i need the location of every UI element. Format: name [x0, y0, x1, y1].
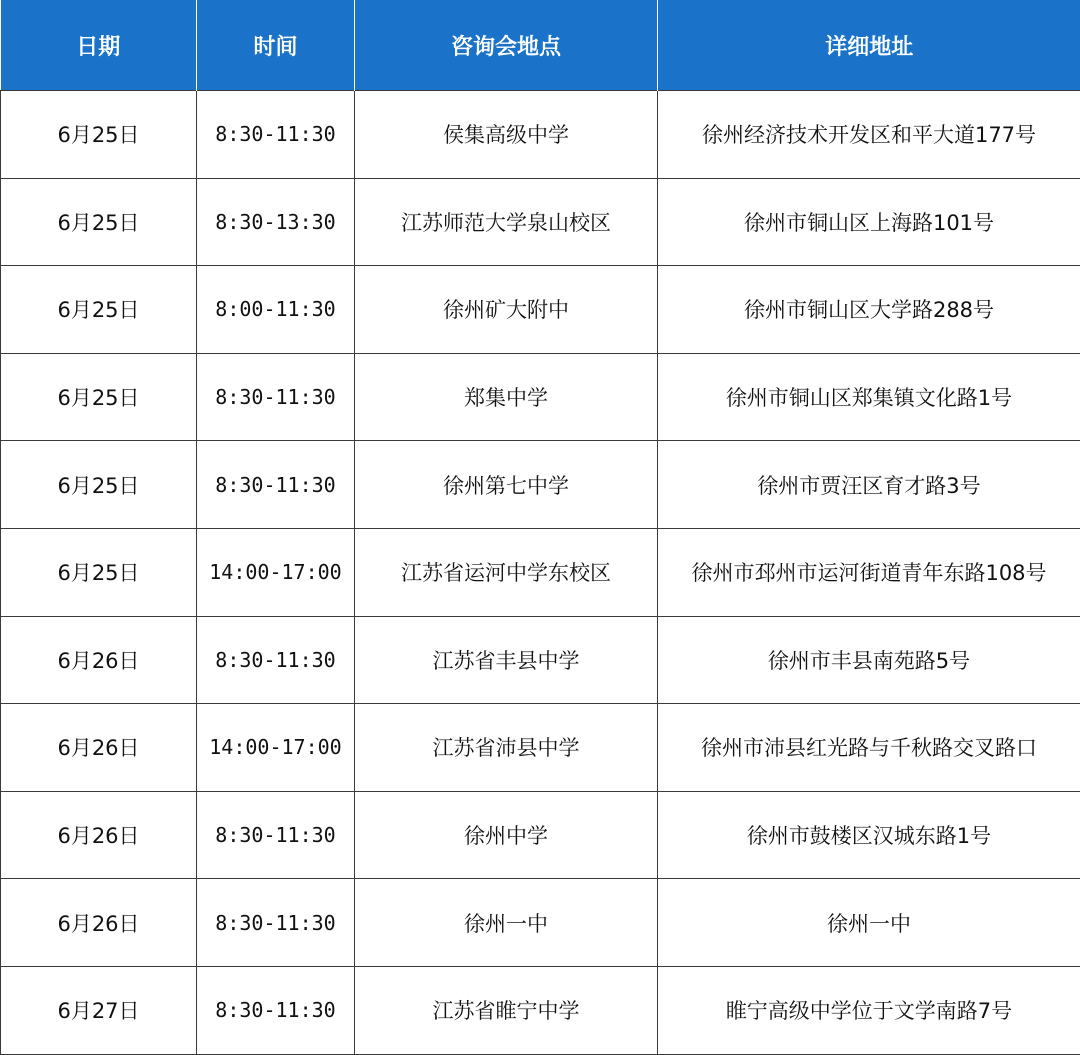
- cell-address: 徐州市贾汪区育才路3号: [658, 441, 1080, 529]
- header-time: 时间: [197, 1, 355, 91]
- cell-address: 徐州市铜山区郑集镇文化路1号: [658, 353, 1080, 441]
- table-body: [1, 91, 1080, 1055]
- cell-venue: 江苏省运河中学东校区: [355, 528, 658, 616]
- table-row: [1, 616, 1080, 704]
- header-row: [1, 1, 1080, 91]
- cell-date: 6月27日: [1, 966, 197, 1054]
- cell-date: 6月25日: [1, 528, 197, 616]
- cell-date: 6月26日: [1, 704, 197, 792]
- cell-venue: 江苏师范大学泉山校区: [355, 178, 658, 266]
- cell-venue: 徐州一中: [355, 879, 658, 967]
- cell-date: 6月26日: [1, 791, 197, 879]
- cell-address: 徐州市铜山区大学路288号: [658, 266, 1080, 354]
- table-row: [1, 704, 1080, 792]
- table-row: [1, 441, 1080, 529]
- cell-time: 14:00-17:00: [197, 528, 355, 616]
- table-row: [1, 966, 1080, 1054]
- cell-time: 8:30-11:30: [197, 441, 355, 529]
- cell-time: 8:30-11:30: [197, 91, 355, 179]
- cell-address: 徐州市邳州市运河街道青年东路108号: [658, 528, 1080, 616]
- cell-venue: 徐州中学: [355, 791, 658, 879]
- cell-address: 徐州经济技术开发区和平大道177号: [658, 91, 1080, 179]
- cell-time: 8:30-11:30: [197, 353, 355, 441]
- cell-date: 6月25日: [1, 353, 197, 441]
- table-row: [1, 353, 1080, 441]
- cell-venue: 徐州矿大附中: [355, 266, 658, 354]
- cell-date: 6月26日: [1, 879, 197, 967]
- cell-date: 6月25日: [1, 441, 197, 529]
- table-row: [1, 791, 1080, 879]
- cell-time: 14:00-17:00: [197, 704, 355, 792]
- cell-date: 6月25日: [1, 91, 197, 179]
- cell-address: 睢宁高级中学位于文学南路7号: [658, 966, 1080, 1054]
- header-date: 日期: [1, 1, 197, 91]
- table-row: [1, 178, 1080, 266]
- cell-time: 8:30-11:30: [197, 616, 355, 704]
- cell-time: 8:00-11:30: [197, 266, 355, 354]
- cell-address: 徐州市丰县南苑路5号: [658, 616, 1080, 704]
- cell-venue: 徐州第七中学: [355, 441, 658, 529]
- cell-address: 徐州市铜山区上海路101号: [658, 178, 1080, 266]
- cell-venue: 郑集中学: [355, 353, 658, 441]
- cell-venue: 江苏省睢宁中学: [355, 966, 658, 1054]
- cell-time: 8:30-13:30: [197, 178, 355, 266]
- table-row: [1, 879, 1080, 967]
- table-row: [1, 528, 1080, 616]
- cell-time: 8:30-11:30: [197, 966, 355, 1054]
- cell-venue: 江苏省沛县中学: [355, 704, 658, 792]
- cell-venue: 江苏省丰县中学: [355, 616, 658, 704]
- header-venue: 咨询会地点: [355, 1, 658, 91]
- cell-date: 6月25日: [1, 178, 197, 266]
- cell-date: 6月25日: [1, 266, 197, 354]
- cell-address: 徐州市鼓楼区汉城东路1号: [658, 791, 1080, 879]
- table-row: [1, 91, 1080, 179]
- cell-address: 徐州市沛县红光路与千秋路交叉路口: [658, 704, 1080, 792]
- table-header: [1, 1, 1080, 91]
- cell-address: 徐州一中: [658, 879, 1080, 967]
- header-address: 详细地址: [658, 1, 1080, 91]
- cell-time: 8:30-11:30: [197, 791, 355, 879]
- cell-venue: 侯集高级中学: [355, 91, 658, 179]
- cell-date: 6月26日: [1, 616, 197, 704]
- table-row: [1, 266, 1080, 354]
- cell-time: 8:30-11:30: [197, 879, 355, 967]
